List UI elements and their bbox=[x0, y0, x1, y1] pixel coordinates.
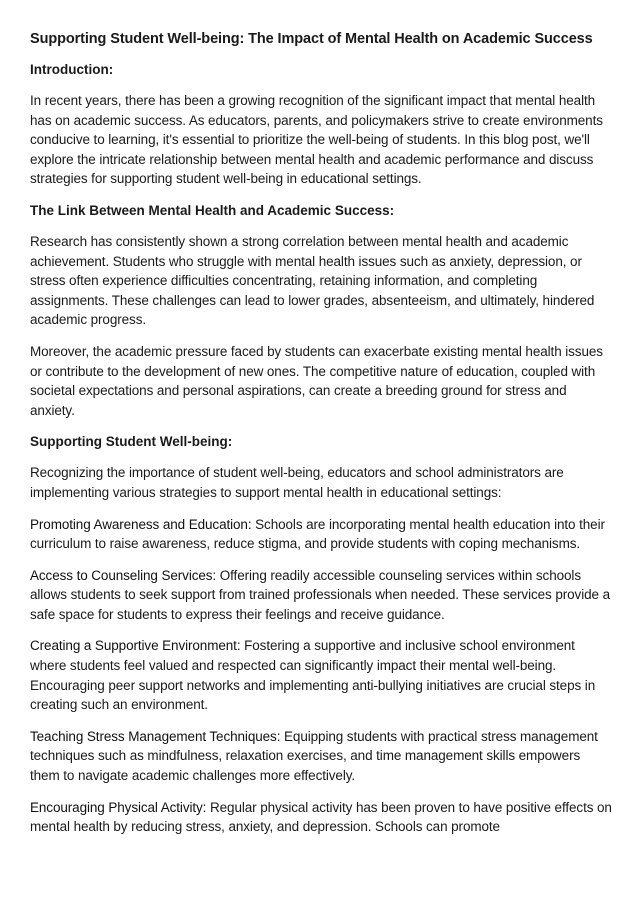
strategy-label: Encouraging Physical Activity: bbox=[30, 799, 207, 815]
strategy-item-environment bbox=[30, 636, 612, 714]
strategy-label: Access to Counseling Services: bbox=[30, 567, 217, 583]
link-section-heading: The Link Between Mental Health and Academic Success: bbox=[30, 202, 395, 218]
strategy-text: Regular physical activity has been proven to have positive effects on mental health by reducing stress, anxiety, and depression. Schools can promote bbox=[30, 799, 612, 835]
strategy-item-counseling bbox=[30, 566, 612, 625]
strategy-label: Promoting Awareness and Education: bbox=[30, 516, 252, 532]
support-paragraph: Recognizing the importance of student well-being, educators and school administrators are implementing various strategies to support mental health in educational settings: bbox=[30, 465, 564, 500]
strategy-item-stress bbox=[30, 727, 612, 786]
strategy-item-physical bbox=[30, 798, 612, 837]
introduction-paragraph: In recent years, there has been a growing recognition of the significant impact that mental health has on academic success. As educators, parents, and policymakers strive to create environments conducive to learning, it's essential to prioritize the well-being of students. In this blog post, we'll explore the intricate relationship between mental health and academic performance and discuss strategies for supporting student well-being in educational settings. bbox=[30, 93, 603, 187]
strategy-item-awareness bbox=[30, 515, 612, 554]
strategy-text: Fostering a supportive and inclusive school environment where students feel valued and respected can significantly impact their mental well-being. Encouraging peer support networks and implementing anti-bullying initiatives are crucial steps in creating such an environment. bbox=[30, 638, 596, 713]
link-paragraph-2: Moreover, the academic pressure faced by students can exacerbate existing mental health issues or contribute to the development of new ones. The competitive nature of education, coupled with societal expectations and personal aspirations, can create a breeding ground for stress and anxiety. bbox=[30, 343, 603, 418]
strategy-text: Offering readily accessible counseling services within schools allows students to seek support from trained professionals when needed. These services provide a safe space for students to express their feelings and receive guidance. bbox=[30, 567, 610, 622]
link-paragraph-1: Research has consistently shown a strong correlation between mental health and academic achievement. Students who struggle with mental health issues such as anxiety, depression, or stress often experience difficulties concentrating, retaining information, and completing assignments. These challenges can lead to lower grades, absenteeism, and ultimately, hindered academic progress. bbox=[30, 233, 595, 328]
strategy-label: Creating a Supportive Environment: bbox=[30, 638, 241, 654]
strategy-label: Teaching Stress Management Techniques: bbox=[30, 728, 281, 744]
strategy-text: Equipping students with practical stress management techniques such as mindfulness, relaxation exercises, and time management skills empowers them to navigate academic challenges more effectively. bbox=[30, 728, 598, 784]
document-page bbox=[30, 28, 612, 849]
introduction-heading: Introduction: bbox=[30, 62, 114, 77]
support-section-heading: Supporting Student Well-being: bbox=[30, 434, 233, 450]
strategy-text: Schools are incorporating mental health education into their curriculum to raise awareness, reduce stigma, and provide students with coping mechanisms. bbox=[30, 516, 605, 552]
document-title: Supporting Student Well-being: The Impact of Mental Health on Academic Success bbox=[30, 31, 593, 47]
